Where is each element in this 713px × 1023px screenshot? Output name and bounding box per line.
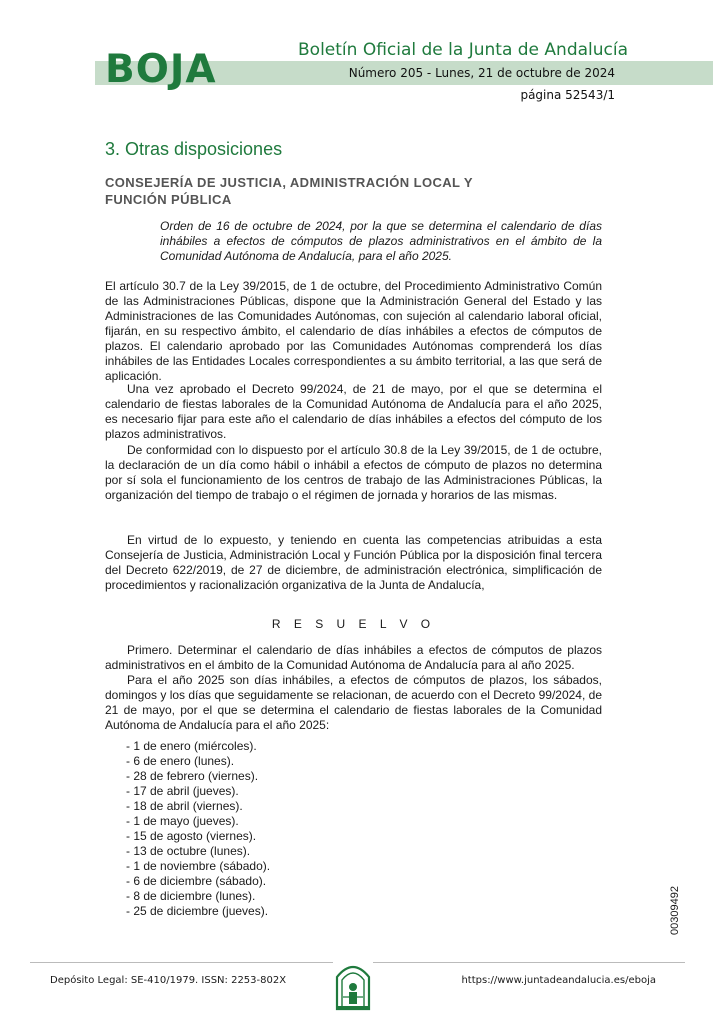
- holiday-list: [126, 739, 270, 919]
- legal-deposit: Depósito Legal: SE-410/1979. ISSN: 2253-802X: [50, 975, 287, 986]
- list-item: - 1 de noviembre (sábado).: [126, 859, 271, 873]
- paragraph-2: Una vez aprobado el Decreto 99/2024, de 21 de mayo, por el que se determina el calendario de fiestas laborales de la Comunidad Autónoma de Andalucía para el año 2025, es necesario fijar para este año el calendario de días inhábiles a efectos del cómputo de los plazos administrativos.: [105, 382, 602, 441]
- resolution-second: Para el año 2025 son días inhábiles, a efectos de cómputos de plazos, los sábados, domingos y los días que seguidamente se relacionan, de acuerdo con el Decreto 99/2024, de 21 de mayo, por el que se determina el calendario de fiestas laborales de la Comunidad Autónoma de Andalucía para el año 2025:: [105, 673, 602, 732]
- list-item: - 6 de enero (lunes).: [126, 754, 235, 768]
- footer-url[interactable]: https://www.juntadeandalucia.es/eboja: [461, 975, 656, 986]
- list-item: - 6 de diciembre (sábado).: [126, 874, 267, 888]
- resuelvo-heading: R E S U E L V O: [271, 617, 436, 631]
- list-item: - 1 de enero (miércoles).: [126, 739, 257, 753]
- list-item: - 13 de octubre (lunes).: [126, 844, 251, 858]
- order-title: Orden de 16 de octubre de 2024, por la que se determina el calendario de días inhábiles a efectos de cómputos de plazos administrativos en el ámbito de la Comunidad Autónoma de Andalucía, para el año 2025.: [160, 219, 602, 263]
- publication-title: Boletín Oficial de la Junta de Andalucía: [298, 40, 629, 60]
- ministry-heading: CONSEJERÍA DE JUSTICIA, ADMINISTRACIÓN LOCAL Y FUNCIÓN PÚBLICA: [105, 175, 473, 207]
- page-number: página 52543/1: [520, 88, 615, 102]
- list-item: - 28 de febrero (viernes).: [126, 769, 259, 783]
- list-item: - 8 de diciembre (lunes).: [126, 889, 256, 903]
- list-item: - 1 de mayo (jueves).: [126, 814, 239, 828]
- paragraph-4: En virtud de lo expuesto, y teniendo en cuenta las competencias atribuidas a esta Consejería de Justicia, Administración Local y Función Pública por la disposición final tercera del Decreto 622/2019, de 27 de diciembre, de administración electrónica, simplificación de procedimientos y racionalización organizativa de la Junta de Andalucía,: [105, 533, 602, 592]
- section-title: 3. Otras disposiciones: [105, 139, 283, 159]
- paragraph-3: De conformidad con lo dispuesto por el artículo 30.8 de la Ley 39/2015, de 1 de octubre, la declaración de un día como hábil o inhábil a efectos de cómputo de plazos no determina por sí sola el funcionamiento de los centros de trabajo de las Administraciones Públicas, la organización del tiempo de trabajo o el régimen de jornada y horarios de las mismas.: [105, 443, 602, 502]
- list-item: - 18 de abril (viernes).: [126, 799, 243, 813]
- junta-de-andalucia-emblem-icon: [333, 955, 373, 1011]
- list-item: - 17 de abril (jueves).: [126, 784, 239, 798]
- boja-logo: BOJA: [105, 47, 217, 92]
- list-item: - 15 de agosto (viernes).: [126, 829, 257, 843]
- paragraph-1: El artículo 30.7 de la Ley 39/2015, de 1 de octubre, del Procedimiento Administrativo Común de las Administraciones Públicas, dispone que la Administración General del Estado y las Administraciones de las Comunidades Autónomas, con sujeción al calendario laboral oficial, fijarán, en su respectivo ámbito, el calendario de días inhábiles a efectos de cómputos de plazos. El calendario aprobado por las Comunidades Autónomas comprenderá los días inhábiles de las Entidades Locales correspondientes a su ámbito territorial, a las que será de aplicación.: [105, 279, 602, 383]
- document-code: 00309492: [669, 886, 681, 935]
- issue-info: Número 205 - Lunes, 21 de octubre de 2024: [348, 66, 615, 80]
- list-item: - 25 de diciembre (jueves).: [126, 904, 269, 918]
- resolution-first: Primero. Determinar el calendario de días inhábiles a efectos de cómputos de plazos administrativos en el ámbito de la Comunidad Autónoma de Andalucía para al año 2025.: [105, 643, 602, 672]
